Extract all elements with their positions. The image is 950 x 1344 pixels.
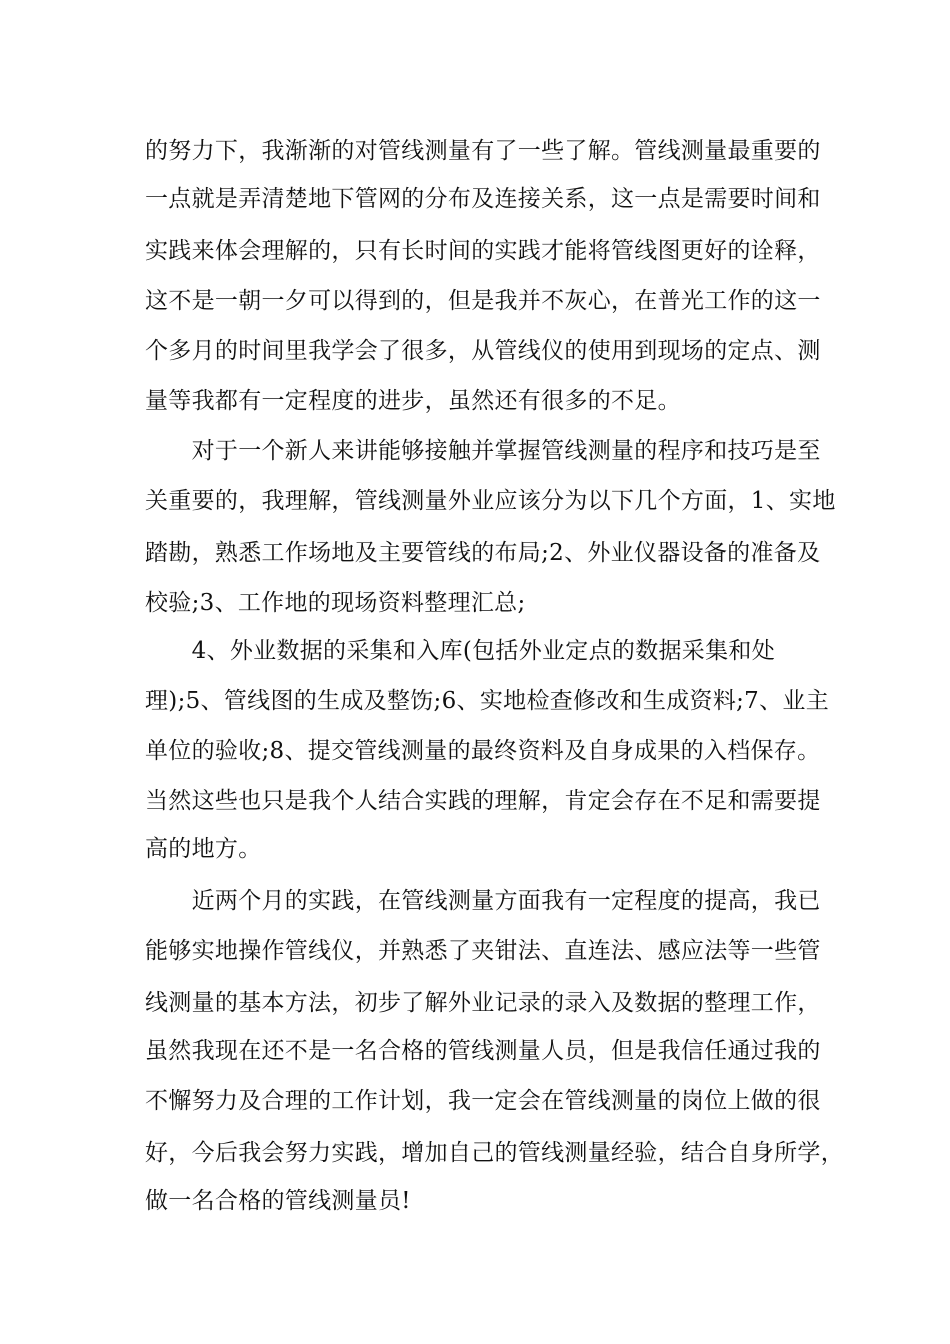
- paragraph-4-line-1: 近两个月的实践，在管线测量方面我有一定程度的提高，我已: [145, 888, 821, 914]
- paragraph-4-line-4: 虽然我现在还不是一名合格的管线测量人员，但是我信任通过我的: [145, 1038, 821, 1064]
- paragraph-4-line-2: 能够实地操作管线仪，并熟悉了夹钳法、直连法、感应法等一些管: [145, 938, 821, 964]
- paragraph-3-line-4: 当然这些也只是我个人结合实践的理解，肯定会存在不足和需要提: [145, 788, 821, 814]
- paragraph-1-line-3: 实践来体会理解的，只有长时间的实践才能将管线图更好的诠释，: [145, 238, 821, 264]
- paragraph-1-line-2: 一点就是弄清楚地下管网的分布及连接关系，这一点是需要时间和: [145, 186, 821, 212]
- paragraph-1-line-4: 这不是一朝一夕可以得到的，但是我并不灰心，在普光工作的这一: [145, 288, 821, 314]
- paragraph-2-line-3: 踏勘，熟悉工作场地及主要管线的布局;2、外业仪器设备的准备及: [145, 540, 821, 566]
- paragraph-1-line-5: 个多月的时间里我学会了很多，从管线仪的使用到现场的定点、测: [145, 338, 821, 364]
- paragraph-4-line-3: 线测量的基本方法，初步了解外业记录的录入及数据的整理工作，: [145, 990, 821, 1016]
- paragraph-4-line-6: 好，今后我会努力实践，增加自己的管线测量经验，结合自身所学，: [145, 1140, 844, 1166]
- paragraph-3-line-1: 4、外业数据的采集和入库(包括外业定点的数据采集和处: [145, 638, 776, 664]
- paragraph-4-line-5: 不懈努力及合理的工作计划，我一定会在管线测量的岗位上做的很: [145, 1088, 821, 1114]
- paragraph-1-line-6: 量等我都有一定程度的进步，虽然还有很多的不足。: [145, 388, 681, 414]
- paragraph-1-line-1: 的努力下，我渐渐的对管线测量有了一些了解。管线测量最重要的: [145, 138, 821, 164]
- paragraph-4-line-7: 做一名合格的管线测量员!: [145, 1188, 411, 1214]
- paragraph-2-line-1: 对于一个新人来讲能够接触并掌握管线测量的程序和技巧是至: [145, 438, 821, 464]
- paragraph-3-line-3: 单位的验收;8、提交管线测量的最终资料及自身成果的入档保存。: [145, 738, 821, 764]
- paragraph-3-line-5: 高的地方。: [145, 836, 262, 862]
- paragraph-3-line-2: 理);5、管线图的生成及整饬;6、实地检查修改和生成资料;7、业主: [145, 688, 830, 714]
- paragraph-2-line-4: 校验;3、工作地的现场资料整理汇总;: [145, 590, 526, 616]
- paragraph-2-line-2: 关重要的，我理解，管线测量外业应该分为以下几个方面，1、实地: [145, 488, 836, 514]
